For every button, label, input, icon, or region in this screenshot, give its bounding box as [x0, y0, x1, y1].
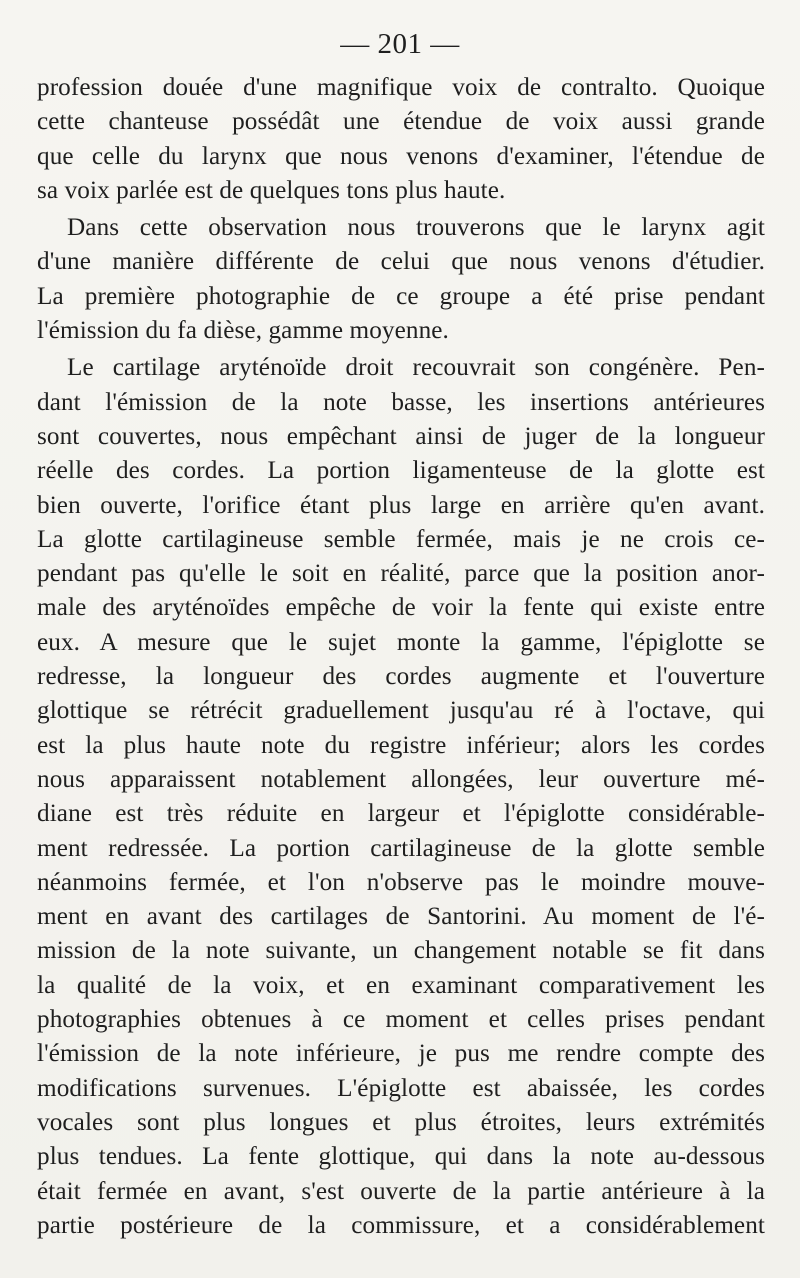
- paragraph-2: [37, 211, 765, 348]
- text-line: plus tendues. La fente glottique, qui dans la note au-dessous: [37, 1143, 765, 1171]
- text-line: redresse, la longueur des cordes augmente et l'ouverture: [37, 663, 765, 691]
- text-line: partie postérieure de la commissure, et a considérablement: [37, 1211, 765, 1239]
- text-line: bien ouverte, l'orifice étant plus large en arrière qu'en avant.: [37, 491, 765, 519]
- paragraph-1: [37, 71, 765, 208]
- text-line: sont couvertes, nous empêchant ainsi de juger de la longueur: [37, 422, 765, 450]
- text-line: que celle du larynx que nous venons d'examiner, l'étendue de: [37, 142, 765, 170]
- text-line: réelle des cordes. La portion ligamenteuse de la glotte est: [37, 457, 765, 485]
- text-line: eux. A mesure que le sujet monte la gamme, l'épiglotte se: [37, 628, 765, 656]
- paragraph-3: [37, 351, 765, 1243]
- text-line: glottique se rétrécit graduellement jusqu'au ré à l'octave, qui: [37, 697, 765, 725]
- text-line: pendant pas qu'elle le soit en réalité, parce que la position anor-: [37, 560, 765, 588]
- text-line: nous apparaissent notablement allongées, leur ouverture mé-: [37, 765, 765, 793]
- text-line: vocales sont plus longues et plus étroites, leurs extrémités: [37, 1108, 765, 1136]
- text-line: La glotte cartilagineuse semble fermée, mais je ne crois ce-: [37, 525, 765, 553]
- text-line: sa voix parlée est de quelques tons plus haute.: [37, 176, 506, 204]
- text-line: ment redressée. La portion cartilagineuse de la glotte semble: [37, 834, 765, 862]
- text-line: profession douée d'une magnifique voix de contralto. Quoique: [37, 74, 765, 101]
- text-line: male des aryténoïdes empêche de voir la fente qui existe entre: [37, 594, 765, 622]
- text-line: Le cartilage aryténoïde droit recouvrait son congénère. Pen-: [67, 354, 765, 382]
- text-line: était fermée en avant, s'est ouverte de la partie antérieure à la: [37, 1177, 765, 1205]
- text-line: diane est très réduite en largeur et l'épiglotte considérable-: [37, 800, 765, 828]
- text-line: modifications survenues. L'épiglotte est abaissée, les cordes: [37, 1074, 765, 1102]
- text-line: est la plus haute note du registre inférieur; alors les cordes: [37, 731, 765, 759]
- text-line: d'une manière différente de celui que nous venons d'étudier.: [37, 248, 765, 276]
- text-line: cette chanteuse possédât une étendue de voix aussi grande: [37, 108, 765, 136]
- text-line: mission de la note suivante, un changement notable se fit dans: [37, 937, 765, 965]
- text-line: l'émission de la note inférieure, je pus me rendre compte des: [37, 1040, 765, 1068]
- text-line: l'émission du fa dièse, gamme moyenne.: [37, 317, 449, 345]
- page-number: — 201 —: [340, 28, 460, 60]
- text-line: néanmoins fermée, et l'on n'observe pas le moindre mouve-: [37, 868, 765, 896]
- text-line: Dans cette observation nous trouverons que le larynx agit: [67, 214, 765, 242]
- text-line: photographies obtenues à ce moment et celles prises pendant: [37, 1006, 765, 1034]
- text-line: la qualité de la voix, et en examinant comparativement les: [37, 971, 765, 999]
- body-text: [37, 71, 765, 1243]
- text-line: La première photographie de ce groupe a été prise pendant: [37, 282, 765, 310]
- text-line: dant l'émission de la note basse, les insertions antérieures: [37, 388, 765, 416]
- text-line: ment en avant des cartilages de Santorini. Au moment de l'é-: [37, 903, 765, 931]
